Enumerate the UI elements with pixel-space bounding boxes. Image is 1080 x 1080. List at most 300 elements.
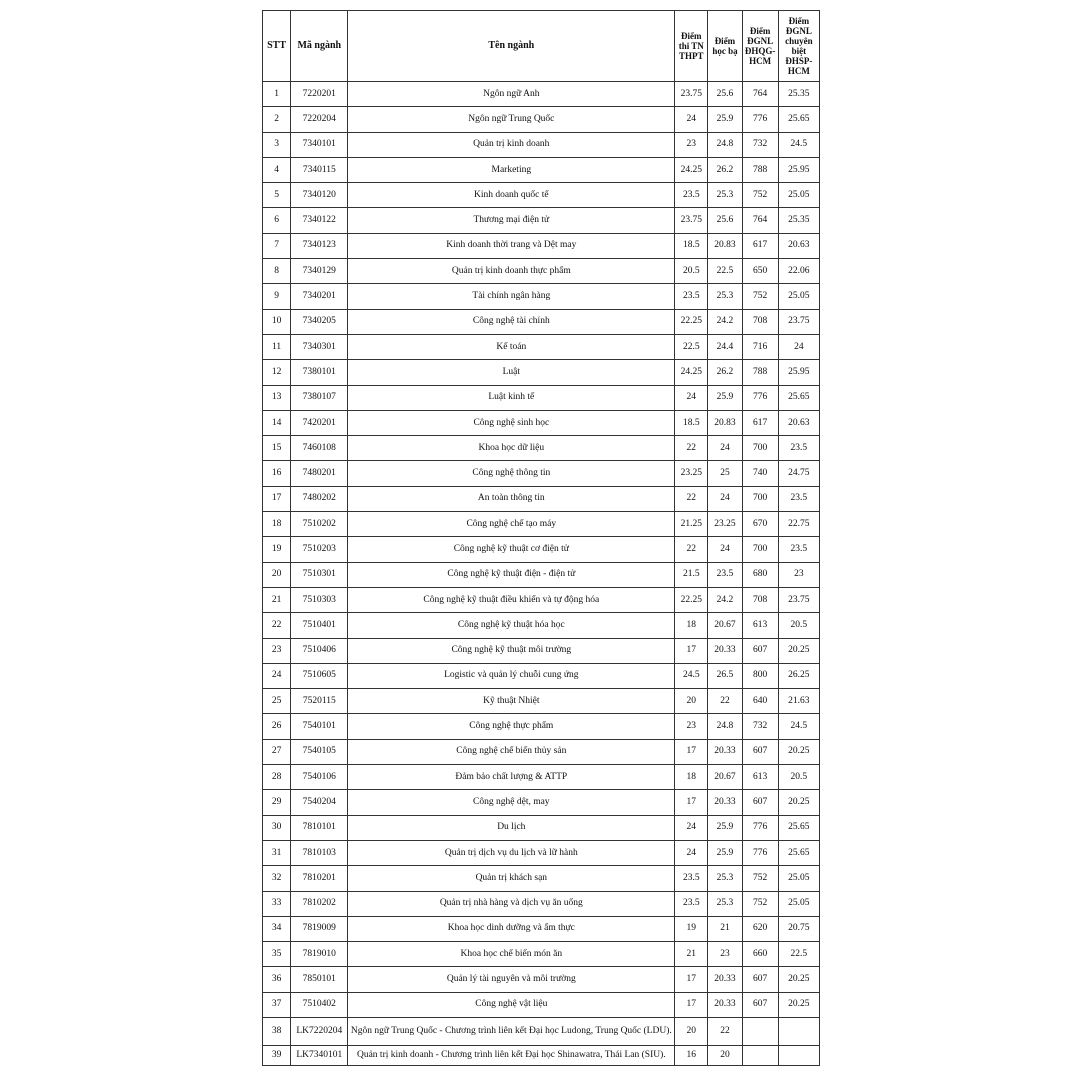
cell-code: 7520115 — [291, 689, 348, 714]
cell-dhsp-score: 26.25 — [778, 663, 819, 688]
cell-stt: 4 — [263, 157, 291, 182]
cell-transcript-score: 23 — [708, 942, 742, 967]
cell-stt: 36 — [263, 967, 291, 992]
cell-thpt-score: 23.5 — [675, 891, 708, 916]
cell-transcript-score: 25.6 — [708, 208, 742, 233]
cell-transcript-score: 20.33 — [708, 790, 742, 815]
cell-stt: 39 — [263, 1045, 291, 1065]
table-row — [263, 562, 820, 587]
cell-thpt-score: 21 — [675, 942, 708, 967]
cell-stt: 17 — [263, 486, 291, 511]
cell-dhsp-score: 25.95 — [778, 360, 819, 385]
cell-code: 7480201 — [291, 461, 348, 486]
cell-dhsp-score: 23.75 — [778, 587, 819, 612]
header-transcript-score: Điểm học bạ — [708, 11, 742, 82]
cell-dhqg-score: 617 — [742, 233, 778, 258]
table-row — [263, 132, 820, 157]
cell-thpt-score: 23.25 — [675, 461, 708, 486]
table-row — [263, 891, 820, 916]
cell-name: Du lịch — [348, 815, 675, 840]
cell-stt: 13 — [263, 385, 291, 410]
cell-name: Quản lý tài nguyên và môi trường — [348, 967, 675, 992]
cell-transcript-score: 25.3 — [708, 866, 742, 891]
cell-stt: 34 — [263, 916, 291, 941]
cell-thpt-score: 18.5 — [675, 233, 708, 258]
table-row — [263, 461, 820, 486]
cell-thpt-score: 17 — [675, 739, 708, 764]
cell-transcript-score: 24 — [708, 486, 742, 511]
cell-dhqg-score: 617 — [742, 410, 778, 435]
table-row — [263, 992, 820, 1017]
cell-thpt-score: 16 — [675, 1045, 708, 1065]
cell-dhqg-score: 752 — [742, 866, 778, 891]
cell-dhqg-score: 680 — [742, 562, 778, 587]
admission-score-table — [262, 10, 820, 1066]
cell-thpt-score: 20 — [675, 1017, 708, 1045]
cell-thpt-score: 20.5 — [675, 259, 708, 284]
table-row — [263, 1045, 820, 1065]
cell-thpt-score: 18 — [675, 613, 708, 638]
table-row — [263, 512, 820, 537]
cell-name: An toàn thông tin — [348, 486, 675, 511]
table-row — [263, 790, 820, 815]
cell-transcript-score: 25.9 — [708, 815, 742, 840]
table-row — [263, 942, 820, 967]
cell-dhqg-score: 670 — [742, 512, 778, 537]
table-row — [263, 815, 820, 840]
cell-stt: 31 — [263, 840, 291, 865]
cell-code: 7510301 — [291, 562, 348, 587]
cell-name: Ngôn ngữ Trung Quốc — [348, 107, 675, 132]
table-row — [263, 436, 820, 461]
table-row — [263, 107, 820, 132]
cell-transcript-score: 24.2 — [708, 309, 742, 334]
cell-dhsp-score: 20.5 — [778, 613, 819, 638]
cell-thpt-score: 22 — [675, 486, 708, 511]
cell-stt: 6 — [263, 208, 291, 233]
cell-dhsp-score: 20.75 — [778, 916, 819, 941]
cell-stt: 35 — [263, 942, 291, 967]
table-row — [263, 587, 820, 612]
cell-dhsp-score: 24.5 — [778, 132, 819, 157]
table-row — [263, 82, 820, 107]
cell-stt: 3 — [263, 132, 291, 157]
cell-code: LK7340101 — [291, 1045, 348, 1065]
cell-transcript-score: 22 — [708, 1017, 742, 1045]
cell-dhqg-score: 776 — [742, 107, 778, 132]
cell-dhsp-score: 22.5 — [778, 942, 819, 967]
cell-stt: 10 — [263, 309, 291, 334]
cell-code: 7510605 — [291, 663, 348, 688]
cell-transcript-score: 20.67 — [708, 613, 742, 638]
cell-transcript-score: 24 — [708, 537, 742, 562]
table-row — [263, 410, 820, 435]
cell-code: 7510402 — [291, 992, 348, 1017]
cell-name: Kỹ thuật Nhiệt — [348, 689, 675, 714]
cell-thpt-score: 18 — [675, 765, 708, 790]
cell-thpt-score: 23.75 — [675, 208, 708, 233]
table-row — [263, 360, 820, 385]
cell-stt: 22 — [263, 613, 291, 638]
cell-transcript-score: 22 — [708, 689, 742, 714]
header-thpt-score: Điểm thi TN THPT — [675, 11, 708, 82]
header-dhsp-score: Điểm ĐGNL chuyên biệt ĐHSP-HCM — [778, 11, 819, 82]
cell-dhqg-score: 752 — [742, 891, 778, 916]
cell-code: 7340122 — [291, 208, 348, 233]
cell-code: 7380101 — [291, 360, 348, 385]
cell-dhsp-score: 20.25 — [778, 992, 819, 1017]
cell-stt: 26 — [263, 714, 291, 739]
table-row — [263, 259, 820, 284]
cell-dhsp-score: 22.06 — [778, 259, 819, 284]
cell-name: Khoa học dữ liệu — [348, 436, 675, 461]
cell-name: Marketing — [348, 157, 675, 182]
table-header-row — [263, 11, 820, 82]
cell-dhqg-score: 660 — [742, 942, 778, 967]
table-row — [263, 208, 820, 233]
cell-dhsp-score: 20.25 — [778, 739, 819, 764]
cell-transcript-score: 25.3 — [708, 183, 742, 208]
cell-transcript-score: 20.33 — [708, 992, 742, 1017]
cell-dhqg-score: 708 — [742, 309, 778, 334]
cell-code: 7480202 — [291, 486, 348, 511]
cell-stt: 21 — [263, 587, 291, 612]
cell-transcript-score: 21 — [708, 916, 742, 941]
cell-stt: 12 — [263, 360, 291, 385]
cell-thpt-score: 24.25 — [675, 157, 708, 182]
cell-thpt-score: 21.25 — [675, 512, 708, 537]
cell-thpt-score: 21.5 — [675, 562, 708, 587]
cell-name: Công nghệ dệt, may — [348, 790, 675, 815]
cell-dhsp-score: 24 — [778, 334, 819, 359]
cell-transcript-score: 20.83 — [708, 233, 742, 258]
cell-dhsp-score: 25.95 — [778, 157, 819, 182]
cell-name: Khoa học dinh dưỡng và ẩm thực — [348, 916, 675, 941]
cell-thpt-score: 24 — [675, 385, 708, 410]
table-row — [263, 613, 820, 638]
cell-code: 7340115 — [291, 157, 348, 182]
table-row — [263, 233, 820, 258]
cell-name: Tài chính ngân hàng — [348, 284, 675, 309]
cell-code: 7220204 — [291, 107, 348, 132]
cell-thpt-score: 17 — [675, 638, 708, 663]
cell-thpt-score: 22 — [675, 537, 708, 562]
table-row — [263, 284, 820, 309]
cell-dhsp-score: 25.05 — [778, 183, 819, 208]
header-stt: STT — [263, 11, 291, 82]
cell-thpt-score: 24 — [675, 107, 708, 132]
cell-dhqg-score: 607 — [742, 967, 778, 992]
cell-code: 7510401 — [291, 613, 348, 638]
cell-code: 7810201 — [291, 866, 348, 891]
cell-dhsp-score: 25.65 — [778, 840, 819, 865]
cell-dhsp-score: 20.5 — [778, 765, 819, 790]
cell-dhsp-score: 25.65 — [778, 107, 819, 132]
cell-dhsp-score: 23.5 — [778, 537, 819, 562]
cell-dhsp-score: 23.5 — [778, 486, 819, 511]
cell-stt: 8 — [263, 259, 291, 284]
cell-name: Công nghệ kỹ thuật môi trường — [348, 638, 675, 663]
cell-thpt-score: 17 — [675, 992, 708, 1017]
table-row — [263, 714, 820, 739]
cell-code: 7340129 — [291, 259, 348, 284]
admission-score-table-container — [262, 10, 820, 1066]
cell-stt: 27 — [263, 739, 291, 764]
cell-thpt-score: 23.5 — [675, 284, 708, 309]
cell-transcript-score: 26.2 — [708, 360, 742, 385]
cell-dhsp-score: 25.65 — [778, 815, 819, 840]
cell-dhqg-score: 764 — [742, 82, 778, 107]
cell-transcript-score: 25.9 — [708, 840, 742, 865]
cell-code: 7810202 — [291, 891, 348, 916]
cell-dhqg-score: 788 — [742, 157, 778, 182]
cell-dhqg-score: 776 — [742, 815, 778, 840]
cell-dhqg-score: 607 — [742, 739, 778, 764]
cell-dhqg-score: 607 — [742, 992, 778, 1017]
cell-dhqg-score: 650 — [742, 259, 778, 284]
cell-transcript-score: 24.2 — [708, 587, 742, 612]
cell-stt: 37 — [263, 992, 291, 1017]
cell-dhqg-score: 700 — [742, 486, 778, 511]
cell-thpt-score: 20 — [675, 689, 708, 714]
cell-code: 7540101 — [291, 714, 348, 739]
cell-stt: 2 — [263, 107, 291, 132]
cell-thpt-score: 22.25 — [675, 309, 708, 334]
table-row — [263, 157, 820, 182]
cell-transcript-score: 20.33 — [708, 967, 742, 992]
table-row — [263, 840, 820, 865]
cell-code: 7540204 — [291, 790, 348, 815]
cell-thpt-score: 23 — [675, 714, 708, 739]
cell-dhsp-score: 24.75 — [778, 461, 819, 486]
cell-dhsp-score: 24.5 — [778, 714, 819, 739]
cell-stt: 5 — [263, 183, 291, 208]
cell-name: Quản trị nhà hàng và dịch vụ ăn uống — [348, 891, 675, 916]
cell-thpt-score: 24 — [675, 840, 708, 865]
cell-dhqg-score: 788 — [742, 360, 778, 385]
cell-code: 7380107 — [291, 385, 348, 410]
cell-name: Quản trị kinh doanh thực phẩm — [348, 259, 675, 284]
cell-name: Đảm bảo chất lượng & ATTP — [348, 765, 675, 790]
table-row — [263, 486, 820, 511]
cell-dhqg-score: 700 — [742, 537, 778, 562]
table-row — [263, 1017, 820, 1045]
cell-dhqg-score: 776 — [742, 385, 778, 410]
cell-dhsp-score: 20.25 — [778, 790, 819, 815]
table-row — [263, 334, 820, 359]
cell-code: 7819009 — [291, 916, 348, 941]
cell-dhqg-score: 732 — [742, 714, 778, 739]
cell-dhsp-score: 25.65 — [778, 385, 819, 410]
cell-code: 7510202 — [291, 512, 348, 537]
cell-name: Quản trị dịch vụ du lịch và lữ hành — [348, 840, 675, 865]
cell-transcript-score: 20.83 — [708, 410, 742, 435]
cell-thpt-score: 23.5 — [675, 866, 708, 891]
cell-stt: 9 — [263, 284, 291, 309]
table-row — [263, 916, 820, 941]
cell-name: Công nghệ kỹ thuật điện - điện tử — [348, 562, 675, 587]
cell-code: 7340123 — [291, 233, 348, 258]
cell-thpt-score: 17 — [675, 790, 708, 815]
cell-thpt-score: 24 — [675, 815, 708, 840]
cell-code: 7340120 — [291, 183, 348, 208]
cell-dhsp-score: 23.5 — [778, 436, 819, 461]
header-dhqg-score: Điểm ĐGNL ĐHQG-HCM — [742, 11, 778, 82]
cell-dhsp-score: 20.63 — [778, 410, 819, 435]
cell-dhsp-score: 20.63 — [778, 233, 819, 258]
cell-transcript-score: 26.2 — [708, 157, 742, 182]
cell-dhqg-score: 708 — [742, 587, 778, 612]
cell-dhqg-score: 776 — [742, 840, 778, 865]
cell-dhsp-score — [778, 1017, 819, 1045]
cell-name: Ngôn ngữ Trung Quốc - Chương trình liên kết Đại học Ludong, Trung Quốc (LDU). — [348, 1017, 675, 1045]
cell-code: 7819010 — [291, 942, 348, 967]
cell-name: Công nghệ sinh học — [348, 410, 675, 435]
cell-transcript-score: 25 — [708, 461, 742, 486]
table-row — [263, 638, 820, 663]
cell-transcript-score: 20 — [708, 1045, 742, 1065]
cell-name: Công nghệ chế biến thủy sản — [348, 739, 675, 764]
cell-stt: 24 — [263, 663, 291, 688]
cell-stt: 25 — [263, 689, 291, 714]
cell-thpt-score: 19 — [675, 916, 708, 941]
cell-stt: 19 — [263, 537, 291, 562]
cell-thpt-score: 23.5 — [675, 183, 708, 208]
cell-transcript-score: 25.9 — [708, 385, 742, 410]
cell-name: Logistic và quản lý chuỗi cung ứng — [348, 663, 675, 688]
cell-name: Quản trị khách sạn — [348, 866, 675, 891]
cell-dhsp-score: 25.05 — [778, 866, 819, 891]
cell-dhqg-score: 740 — [742, 461, 778, 486]
cell-stt: 16 — [263, 461, 291, 486]
cell-name: Thương mại điện tử — [348, 208, 675, 233]
cell-code: 7510406 — [291, 638, 348, 663]
cell-thpt-score: 23.75 — [675, 82, 708, 107]
table-row — [263, 689, 820, 714]
cell-transcript-score: 22.5 — [708, 259, 742, 284]
cell-thpt-score: 18.5 — [675, 410, 708, 435]
cell-stt: 7 — [263, 233, 291, 258]
cell-name: Khoa học chế biến món ăn — [348, 942, 675, 967]
cell-code: 7540105 — [291, 739, 348, 764]
cell-name: Kế toán — [348, 334, 675, 359]
cell-thpt-score: 22.25 — [675, 587, 708, 612]
cell-dhsp-score: 25.05 — [778, 284, 819, 309]
table-row — [263, 739, 820, 764]
cell-stt: 38 — [263, 1017, 291, 1045]
table-row — [263, 663, 820, 688]
table-row — [263, 866, 820, 891]
cell-name: Luật kinh tế — [348, 385, 675, 410]
cell-thpt-score: 22.5 — [675, 334, 708, 359]
table-row — [263, 967, 820, 992]
cell-name: Ngôn ngữ Anh — [348, 82, 675, 107]
header-name: Tên ngành — [348, 11, 675, 82]
cell-dhqg-score: 613 — [742, 765, 778, 790]
cell-dhsp-score: 23.75 — [778, 309, 819, 334]
cell-transcript-score: 25.9 — [708, 107, 742, 132]
cell-thpt-score: 17 — [675, 967, 708, 992]
cell-dhsp-score: 25.35 — [778, 82, 819, 107]
cell-dhqg-score — [742, 1017, 778, 1045]
cell-dhsp-score: 22.75 — [778, 512, 819, 537]
cell-dhsp-score — [778, 1045, 819, 1065]
cell-name: Kinh doanh quốc tế — [348, 183, 675, 208]
cell-dhqg-score: 716 — [742, 334, 778, 359]
cell-stt: 11 — [263, 334, 291, 359]
cell-transcript-score: 25.3 — [708, 891, 742, 916]
cell-transcript-score: 25.6 — [708, 82, 742, 107]
table-row — [263, 309, 820, 334]
cell-dhsp-score: 21.63 — [778, 689, 819, 714]
cell-dhqg-score: 732 — [742, 132, 778, 157]
cell-dhqg-score: 607 — [742, 790, 778, 815]
cell-code: 7340205 — [291, 309, 348, 334]
cell-transcript-score: 20.67 — [708, 765, 742, 790]
cell-transcript-score: 23.25 — [708, 512, 742, 537]
table-body — [263, 82, 820, 1066]
cell-dhqg-score: 640 — [742, 689, 778, 714]
cell-transcript-score: 20.33 — [708, 739, 742, 764]
cell-transcript-score: 24.8 — [708, 132, 742, 157]
cell-dhqg-score: 752 — [742, 183, 778, 208]
cell-name: Công nghệ thực phẩm — [348, 714, 675, 739]
cell-name: Công nghệ thông tin — [348, 461, 675, 486]
cell-stt: 32 — [263, 866, 291, 891]
header-code: Mã ngành — [291, 11, 348, 82]
cell-dhqg-score: 764 — [742, 208, 778, 233]
cell-stt: 20 — [263, 562, 291, 587]
cell-name: Công nghệ kỹ thuật hóa học — [348, 613, 675, 638]
cell-code: 7460108 — [291, 436, 348, 461]
table-row — [263, 183, 820, 208]
cell-code: 7220201 — [291, 82, 348, 107]
cell-dhqg-score: 607 — [742, 638, 778, 663]
cell-code: 7420201 — [291, 410, 348, 435]
cell-name: Luật — [348, 360, 675, 385]
cell-stt: 15 — [263, 436, 291, 461]
cell-transcript-score: 24.8 — [708, 714, 742, 739]
cell-transcript-score: 25.3 — [708, 284, 742, 309]
table-row — [263, 537, 820, 562]
cell-code: 7340301 — [291, 334, 348, 359]
cell-code: 7810101 — [291, 815, 348, 840]
table-row — [263, 385, 820, 410]
table-row — [263, 765, 820, 790]
cell-code: 7340101 — [291, 132, 348, 157]
cell-dhqg-score: 620 — [742, 916, 778, 941]
cell-stt: 28 — [263, 765, 291, 790]
cell-name: Công nghệ vật liệu — [348, 992, 675, 1017]
cell-stt: 29 — [263, 790, 291, 815]
cell-stt: 1 — [263, 82, 291, 107]
cell-code: 7340201 — [291, 284, 348, 309]
cell-name: Kinh doanh thời trang và Dệt may — [348, 233, 675, 258]
cell-code: 7540106 — [291, 765, 348, 790]
cell-name: Công nghệ tài chính — [348, 309, 675, 334]
cell-code: 7850101 — [291, 967, 348, 992]
cell-stt: 33 — [263, 891, 291, 916]
cell-code: 7510203 — [291, 537, 348, 562]
cell-thpt-score: 24.5 — [675, 663, 708, 688]
cell-name: Quản trị kinh doanh - Chương trình liên kết Đại học Shinawatra, Thái Lan (SIU). — [348, 1045, 675, 1065]
cell-name: Công nghệ chế tạo máy — [348, 512, 675, 537]
cell-transcript-score: 26.5 — [708, 663, 742, 688]
cell-code: 7810103 — [291, 840, 348, 865]
cell-transcript-score: 24.4 — [708, 334, 742, 359]
cell-dhsp-score: 20.25 — [778, 638, 819, 663]
cell-code: LK7220204 — [291, 1017, 348, 1045]
